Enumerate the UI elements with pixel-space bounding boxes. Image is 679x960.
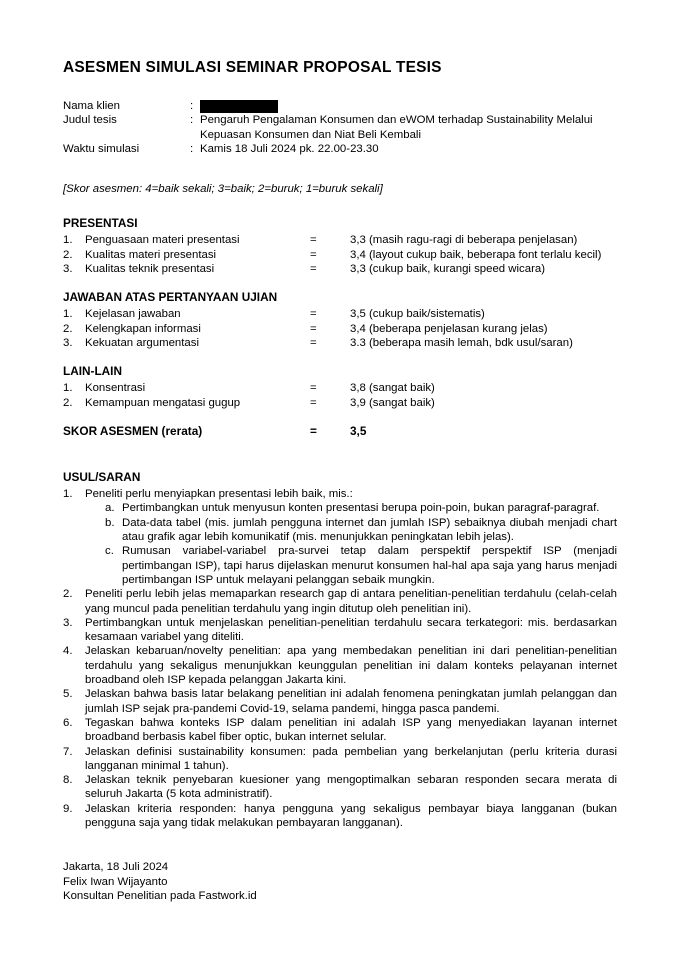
section-heading-presentasi: PRESENTASI: [63, 216, 138, 231]
usul-item: [63, 587, 617, 616]
signature-place-date: Jakarta, 18 Juli 2024: [63, 861, 169, 874]
section-heading-lain-lain: LAIN-LAIN: [63, 364, 122, 379]
item-number: 3.: [63, 616, 73, 629]
section-heading-jawaban: JAWABAN ATAS PERTANYAAN UJIAN: [63, 290, 278, 305]
item-number: 9.: [63, 802, 73, 815]
score-row: [63, 336, 617, 350]
usul-sub-text: Rumusan variabel-variabel pra-survei tetap dalam perspektif perspektif ISP (menjadi pertimbangan ISP), tapi harus dijelaskan menurut konsumen hal-hal apa saja yang harus menjadi pertimbangan ISP untuk melayani pelanggan sebaik mungkin.: [122, 545, 617, 586]
item-score: 3,8 (sangat baik): [350, 382, 435, 395]
item-number: 1.: [63, 234, 73, 247]
meta-row-judul-tesis: [63, 113, 617, 142]
item-score: 3,9 (sangat baik): [350, 396, 435, 409]
item-label: Kemampuan mengatasi gugup: [85, 396, 241, 409]
meta-value-nama-klien: [200, 99, 617, 113]
section-jawaban: [63, 290, 617, 350]
item-number: 1.: [63, 308, 73, 321]
usul-item: [63, 745, 617, 774]
item-label: Kekuatan argumentasi: [85, 336, 199, 349]
usul-item: [63, 802, 617, 831]
usul-item: [63, 644, 617, 687]
score-row: [63, 396, 617, 410]
meta-colon: :: [190, 114, 194, 127]
item-score: 3,3 (masih ragu-ragi di beberapa penjelasan): [350, 234, 578, 247]
usul-sub-text: Pertimbangkan untuk menyusun konten presentasi berupa poin-poin, bukan paragraf-paragraf.: [122, 502, 600, 515]
usul-text: Peneliti perlu menyiapkan presentasi lebih baik, mis.:: [85, 488, 353, 501]
meta-row-nama-klien: [63, 99, 617, 113]
meta-colon: :: [190, 142, 194, 155]
equals-sign: =: [310, 336, 317, 349]
meta-value-waktu-simulasi: Kamis 18 Juli 2024 pk. 22.00-23.30: [200, 142, 379, 155]
usul-sub-item: [105, 501, 617, 515]
item-label: Kualitas materi presentasi: [85, 248, 217, 261]
usul-item: [63, 616, 617, 645]
sub-item-letter: c.: [105, 545, 114, 558]
usul-sub-item: [105, 544, 617, 587]
item-score: 3,5 (cukup baik/sistematis): [350, 308, 485, 321]
client-meta: [63, 99, 617, 156]
document-title: ASESMEN SIMULASI SEMINAR PROPOSAL TESIS: [63, 59, 442, 76]
equals-sign: =: [310, 234, 317, 247]
score-row: [63, 307, 617, 321]
usul-saran-section: [63, 470, 617, 830]
usul-item: [63, 687, 617, 716]
usul-text: Tegaskan bahwa konteks ISP dalam penelitian ini adalah ISP yang menyediakan layanan internet broadband berbasis kabel fiber optic, bukan internet selular.: [85, 716, 617, 744]
section-presentasi: [63, 216, 617, 276]
equals-sign: =: [310, 423, 317, 438]
item-score: 3,4 (layout cukup baik, beberapa font terlalu kecil): [350, 248, 602, 261]
item-number: 3.: [63, 263, 73, 276]
usul-text: Peneliti perlu lebih jelas memaparkan research gap di antara penelitian-penelitian terdahulu (celah-celah yang muncul pada penelitian terdahulu yang ingin ditutup oleh penelitian ini).: [85, 588, 617, 615]
equals-sign: =: [310, 322, 317, 335]
redaction-box: [200, 100, 278, 113]
equals-sign: =: [310, 263, 317, 276]
signature-name: Felix Iwan Wijayanto: [63, 875, 168, 888]
equals-sign: =: [310, 382, 317, 395]
usul-item: [63, 773, 617, 802]
usul-text: Jelaskan teknik penyebaran kuesioner yang mengoptimalkan sebaran responden secara merata di seluruh Jakarta (5 kota administratif).: [85, 774, 617, 801]
score-row: [63, 322, 617, 336]
item-score: 3,3 (cukup baik, kurangi speed wicara): [350, 263, 546, 276]
item-number: 2.: [63, 588, 73, 601]
score-row: [63, 262, 617, 276]
item-label: Penguasaan materi presentasi: [85, 234, 240, 247]
meta-label-waktu-simulasi: Waktu simulasi: [63, 142, 140, 155]
meta-label-judul-tesis: Judul tesis: [63, 114, 117, 127]
item-number: 1.: [63, 488, 73, 501]
item-score: 3,4 (beberapa penjelasan kurang jelas): [350, 322, 548, 335]
total-label: SKOR ASESMEN (rerata): [63, 423, 203, 438]
item-number: 2.: [63, 322, 73, 335]
item-label: Kelengkapan informasi: [85, 322, 201, 335]
item-number: 2.: [63, 248, 73, 261]
usul-heading: USUL/SARAN: [63, 470, 141, 485]
item-label: Kejelasan jawaban: [85, 308, 181, 321]
equals-sign: =: [310, 248, 317, 261]
signature-role: Konsultan Penelitian pada Fastwork.id: [63, 889, 257, 902]
usul-text: Jelaskan definisi sustainability konsumen: pada pembelian yang berkelanjutan (perlu kriteria durasi langganan minimal 1 tahun).: [85, 745, 617, 772]
meta-row-waktu-simulasi: [63, 142, 617, 156]
item-number: 8.: [63, 774, 73, 787]
item-number: 2.: [63, 396, 73, 409]
total-score-row: [63, 424, 617, 438]
sub-item-letter: a.: [105, 502, 115, 515]
usul-item: [63, 716, 617, 745]
equals-sign: =: [310, 308, 317, 321]
total-score: 3,5: [350, 423, 367, 438]
section-lain-lain: [63, 364, 617, 410]
usul-sub-item: [105, 516, 617, 545]
score-row: [63, 233, 617, 247]
equals-sign: =: [310, 396, 317, 409]
item-label: Konsentrasi: [85, 382, 146, 395]
score-row: [63, 381, 617, 395]
item-number: 7.: [63, 745, 73, 758]
usul-item: [63, 487, 617, 587]
usul-text: Jelaskan kriteria responden: hanya pengguna yang sekaligus pembayar biaya langganan (bukan pengguna saja yang tidak melakukan pembayaran langganan).: [85, 802, 617, 829]
meta-colon: :: [190, 100, 194, 112]
usul-sub-text: Data-data tabel (mis. jumlah pengguna internet dan jumlah ISP) sebaiknya diubah menjadi chart atau grafik agar lebih komunikatif (mis. menunjukkan peningkatan lebih jelas).: [122, 516, 617, 544]
item-number: 3.: [63, 336, 73, 349]
score-scale-note: [Skor asesmen: 4=baik sekali; 3=baik; 2=buruk; 1=buruk sekali]: [63, 183, 383, 196]
item-number: 5.: [63, 688, 73, 701]
item-number: 4.: [63, 645, 73, 658]
usul-text: Jelaskan bahwa basis latar belakang penelitian ini adalah fenomena peningkatan jumlah pelanggan dan jumlah ISP sejak pra-pandemi Covid-19, selama pandemi, hingga pasca pandemi.: [85, 688, 617, 715]
item-score: 3.3 (beberapa masih lemah, bdk usul/saran): [350, 336, 573, 349]
item-label: Kualitas teknik presentasi: [85, 263, 215, 276]
usul-item-body: [85, 487, 617, 587]
item-number: 1.: [63, 382, 73, 395]
meta-value-judul-tesis: Pengaruh Pengalaman Konsumen dan eWOM terhadap Sustainability Melalui Kepuasan Konsumen dan Niat Beli Kembali: [200, 114, 593, 141]
usul-text: Pertimbangkan untuk menjelaskan penelitian-penelitian terdahulu secara terkategori: mis. berdasarkan kesamaan variabel yang diteliti.: [85, 616, 617, 644]
score-row: [63, 248, 617, 262]
signature-block: [63, 860, 617, 903]
item-number: 6.: [63, 716, 73, 729]
usul-text: Jelaskan kebaruan/novelty penelitian: apa yang membedakan penelitian ini dari penelitian-penelitian terdahulu yang sekaligus menunjukkan keunggulan penelitian ini dalam konteks pelayanan internet broadband oleh ISP kepada pelanggan Jakarta kini.: [85, 645, 617, 687]
sub-item-letter: b.: [105, 516, 115, 529]
meta-label-nama-klien: Nama klien: [63, 100, 120, 112]
usul-sub-list: [105, 501, 617, 587]
